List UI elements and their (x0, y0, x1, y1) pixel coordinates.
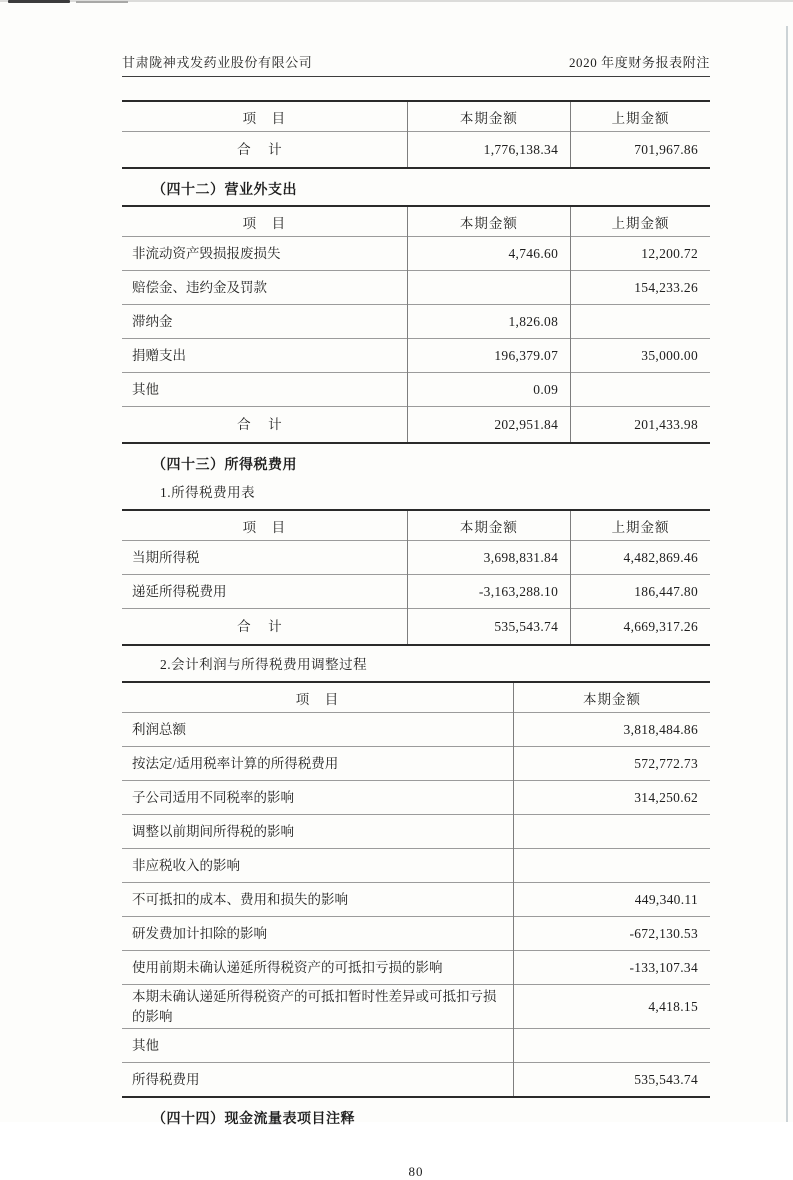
summary-total-table (122, 100, 710, 169)
row-label: 滞纳金 (122, 305, 407, 339)
current-amount: 196,379.07 (407, 339, 570, 373)
row-label: 赔偿金、违约金及罚款 (122, 271, 407, 305)
section-heading-44: （四十四）现金流量表项目注释 (152, 1110, 355, 1127)
income-tax-expense-table (122, 509, 710, 646)
table-header-row (122, 682, 710, 713)
current-amount: 0.09 (407, 373, 570, 407)
current-amount (514, 1029, 710, 1063)
row-label: 其他 (122, 373, 407, 407)
table-row (122, 781, 710, 815)
table-row (122, 815, 710, 849)
table-row (122, 951, 710, 985)
table-row (122, 541, 710, 575)
current-amount: 535,543.74 (407, 609, 570, 646)
non-operating-expenses-table (122, 205, 710, 444)
col-header-item: 项 目 (242, 215, 287, 231)
section-heading-42: （四十二）营业外支出 (152, 181, 297, 197)
row-label: 所得税费用 (122, 1063, 514, 1098)
row-label: 使用前期未确认递延所得税资产的可抵扣亏损的影响 (122, 951, 514, 985)
row-label: 研发费加计扣除的影响 (122, 917, 514, 951)
table-total-row (122, 609, 710, 646)
col-header-item: 项 目 (242, 110, 287, 126)
scan-artifact-top-mid-mark (76, 1, 128, 3)
table-row (122, 271, 710, 305)
prior-amount (571, 373, 710, 407)
table-total-row (122, 132, 710, 169)
table-header-row (122, 510, 710, 541)
report-title: 2020 年度财务报表附注 (568, 55, 710, 70)
table-row (122, 713, 710, 747)
table-row (122, 1063, 710, 1098)
current-amount: -3,163,288.10 (407, 575, 570, 609)
prior-amount: 701,967.86 (571, 132, 710, 169)
table-row (122, 883, 710, 917)
row-label: 调整以前期间所得税的影响 (122, 815, 514, 849)
row-label: 递延所得税费用 (122, 575, 407, 609)
row-label: 捐赠支出 (122, 339, 407, 373)
table-total-row (122, 407, 710, 444)
table-header-row (122, 101, 710, 132)
scan-artifact-right-edge-line (786, 26, 788, 1122)
document-header (122, 0, 710, 77)
table-row (122, 1029, 710, 1063)
row-label: 其他 (122, 1029, 514, 1063)
row-label: 合 计 (122, 132, 407, 169)
company-name: 甘肃陇神戎发药业股份有限公司 (122, 55, 313, 70)
current-amount: -672,130.53 (514, 917, 710, 951)
current-amount (514, 849, 710, 883)
col-header-prior: 上期金额 (571, 206, 710, 237)
prior-amount: 4,669,317.26 (571, 609, 710, 646)
current-amount: 202,951.84 (407, 407, 570, 444)
page-number: 80 (408, 1164, 424, 1180)
section-heading-43: （四十三）所得税费用 (152, 456, 297, 472)
current-amount: 1,826.08 (407, 305, 570, 339)
current-amount (407, 271, 570, 305)
table-row (122, 917, 710, 951)
col-header-item: 项 目 (242, 519, 287, 535)
prior-amount: 4,482,869.46 (571, 541, 710, 575)
row-label: 合 计 (122, 407, 407, 444)
table-row (122, 985, 710, 1029)
col-header-prior: 上期金额 (571, 101, 710, 132)
col-header-current: 本期金额 (407, 206, 570, 237)
table-row (122, 237, 710, 271)
row-label: 非流动资产毁损报废损失 (122, 237, 407, 271)
row-label: 按法定/适用税率计算的所得税费用 (122, 747, 514, 781)
current-amount: 4,746.60 (407, 237, 570, 271)
current-amount: 314,250.62 (514, 781, 710, 815)
prior-amount (571, 305, 710, 339)
prior-amount: 201,433.98 (571, 407, 710, 444)
prior-amount: 35,000.00 (571, 339, 710, 373)
subsection-heading-income-tax-table: 1.所得税费用表 (160, 485, 256, 500)
table-row (122, 747, 710, 781)
prior-amount: 186,447.80 (571, 575, 710, 609)
row-label: 不可抵扣的成本、费用和损失的影响 (122, 883, 514, 917)
col-header-current: 本期金额 (407, 510, 570, 541)
col-header-current: 本期金额 (407, 101, 570, 132)
table-row (122, 339, 710, 373)
current-amount: 449,340.11 (514, 883, 710, 917)
current-amount: 4,418.15 (514, 985, 710, 1029)
prior-amount: 154,233.26 (571, 271, 710, 305)
page-content (122, 0, 710, 1180)
table-row (122, 849, 710, 883)
subsection-heading-reconciliation: 2.会计利润与所得税费用调整过程 (160, 657, 368, 672)
table-row (122, 373, 710, 407)
current-amount: 3,818,484.86 (514, 713, 710, 747)
row-label: 利润总额 (122, 713, 514, 747)
current-amount: 3,698,831.84 (407, 541, 570, 575)
row-label: 非应税收入的影响 (122, 849, 514, 883)
col-header-item: 项 目 (295, 691, 340, 707)
row-label: 子公司适用不同税率的影响 (122, 781, 514, 815)
current-amount: 572,772.73 (514, 747, 710, 781)
col-header-prior: 上期金额 (571, 510, 710, 541)
current-amount: 535,543.74 (514, 1063, 710, 1098)
prior-amount: 12,200.72 (571, 237, 710, 271)
row-label: 合 计 (122, 609, 407, 646)
scan-artifact-top-dark-mark (8, 0, 70, 3)
row-label: 当期所得税 (122, 541, 407, 575)
current-amount: 1,776,138.34 (407, 132, 570, 169)
table-row (122, 575, 710, 609)
table-row (122, 305, 710, 339)
tax-reconciliation-table (122, 681, 710, 1098)
row-label: 本期未确认递延所得税资产的可抵扣暂时性差异或可抵扣亏损的影响 (122, 985, 514, 1029)
current-amount (514, 815, 710, 849)
current-amount: -133,107.34 (514, 951, 710, 985)
col-header-current: 本期金额 (514, 682, 710, 713)
table-header-row (122, 206, 710, 237)
